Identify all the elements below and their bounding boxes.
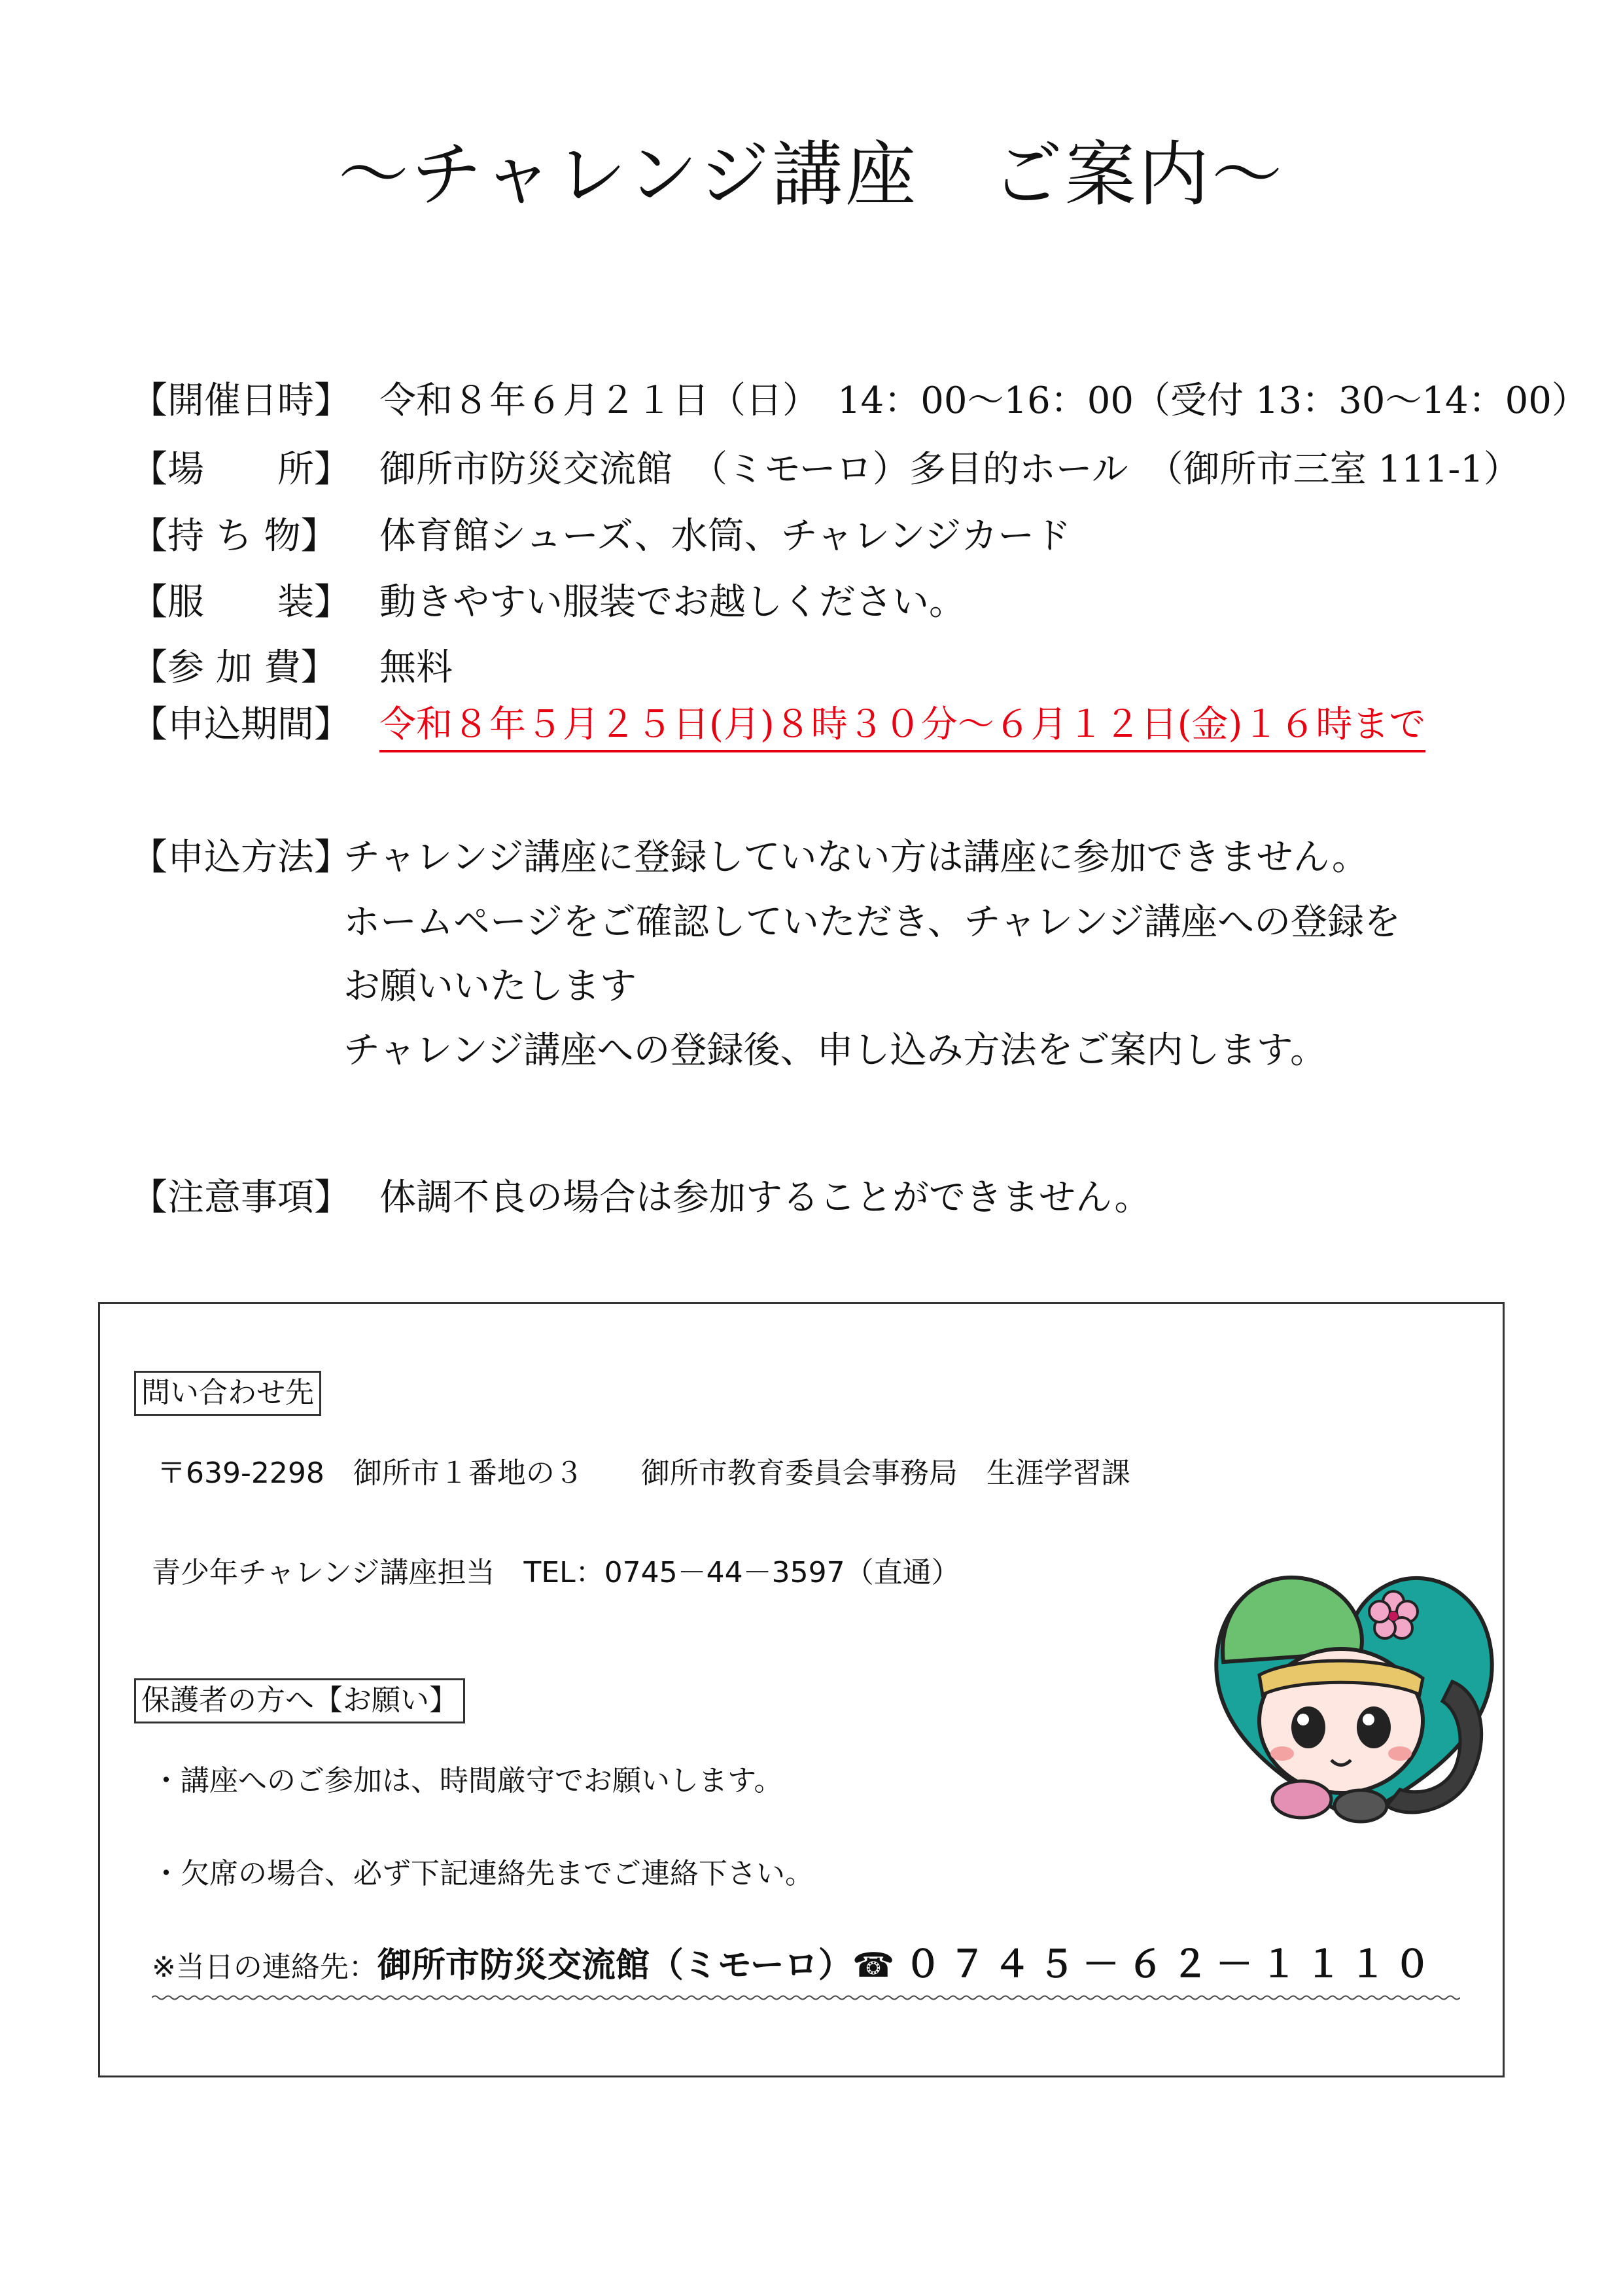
page-title: ～チャレンジ講座 ご案内～ (338, 134, 1285, 216)
notice-value: 体調不良の場合は参加することができません。 (379, 1176, 1151, 1219)
guardians-item: ・欠席の場合、必ず下記連絡先までご連絡下さい。 (152, 1857, 814, 1890)
info-value: 体育館シューズ、水筒、チャレンジカード (379, 515, 1072, 557)
guardians-heading: 保護者の方へ【お願い】 (134, 1678, 465, 1723)
info-label: 【開催日時】 (131, 380, 351, 422)
method-line: ホームページをご確認していただき、チャレンジ講座への登録を (343, 901, 1401, 944)
inquiry-heading: 問い合わせ先 (134, 1371, 321, 1416)
info-label: 【服 装】 (131, 581, 351, 624)
info-label: 【場 所】 (131, 448, 351, 491)
phone-icon: ☎ (852, 1946, 895, 1985)
day-contact-phone: ０７４５－６２－１１１０ (904, 1943, 1439, 1986)
mascot-character-image (1197, 1531, 1511, 1845)
info-row-period (131, 703, 1426, 752)
inquiry-address: 〒639-2298 御所市１番地の３ 御所市教育委員会事務局 生涯学習課 (157, 1457, 1130, 1490)
notice-label: 【注意事項】 (131, 1176, 351, 1219)
inquiry-contact: 青少年チャレンジ講座担当 TEL：0745－44－3597（直通） (152, 1556, 960, 1589)
info-value: 御所市防災交流館 （ミモーロ）多目的ホール （御所市三室 111-1） (379, 448, 1520, 491)
info-value: 令和８年６月２１日（日） 14：00～16：00（受付 13：30～14：00） (379, 380, 1588, 422)
info-row-belongings (131, 515, 1072, 557)
day-contact-prefix: ※当日の連絡先： (152, 1951, 377, 1984)
notice-row (131, 1176, 1151, 1219)
method-line: お願いいたします (343, 965, 637, 1008)
method-label: 【申込方法】 (131, 836, 351, 879)
info-value: 動きやすい服装でお越しください。 (379, 581, 966, 624)
day-contact-name: 御所市防災交流館（ミモーロ） (377, 1946, 852, 1985)
info-value: 無料 (379, 646, 453, 689)
day-contact (152, 1943, 1439, 1986)
info-row-date (131, 380, 1588, 422)
guardians-item: ・講座へのご参加は、時間厳守でお願いします。 (152, 1764, 783, 1797)
info-label: 【申込期間】 (131, 703, 351, 746)
info-row-place (131, 448, 1520, 491)
application-period: 令和８年５月２５日(月)８時３０分～６月１２日(金)１６時まで (379, 707, 1425, 752)
method-line: チャレンジ講座への登録後、申し込み方法をご案内します。 (343, 1029, 1327, 1072)
info-label: 【参 加 費】 (131, 646, 338, 689)
method-line: チャレンジ講座に登録していない方は講座に参加できません。 (343, 836, 1369, 879)
info-row-fee (131, 646, 453, 689)
wavy-underline (152, 1994, 1460, 2001)
info-row-clothing (131, 581, 966, 624)
info-label: 【持 ち 物】 (131, 515, 338, 557)
